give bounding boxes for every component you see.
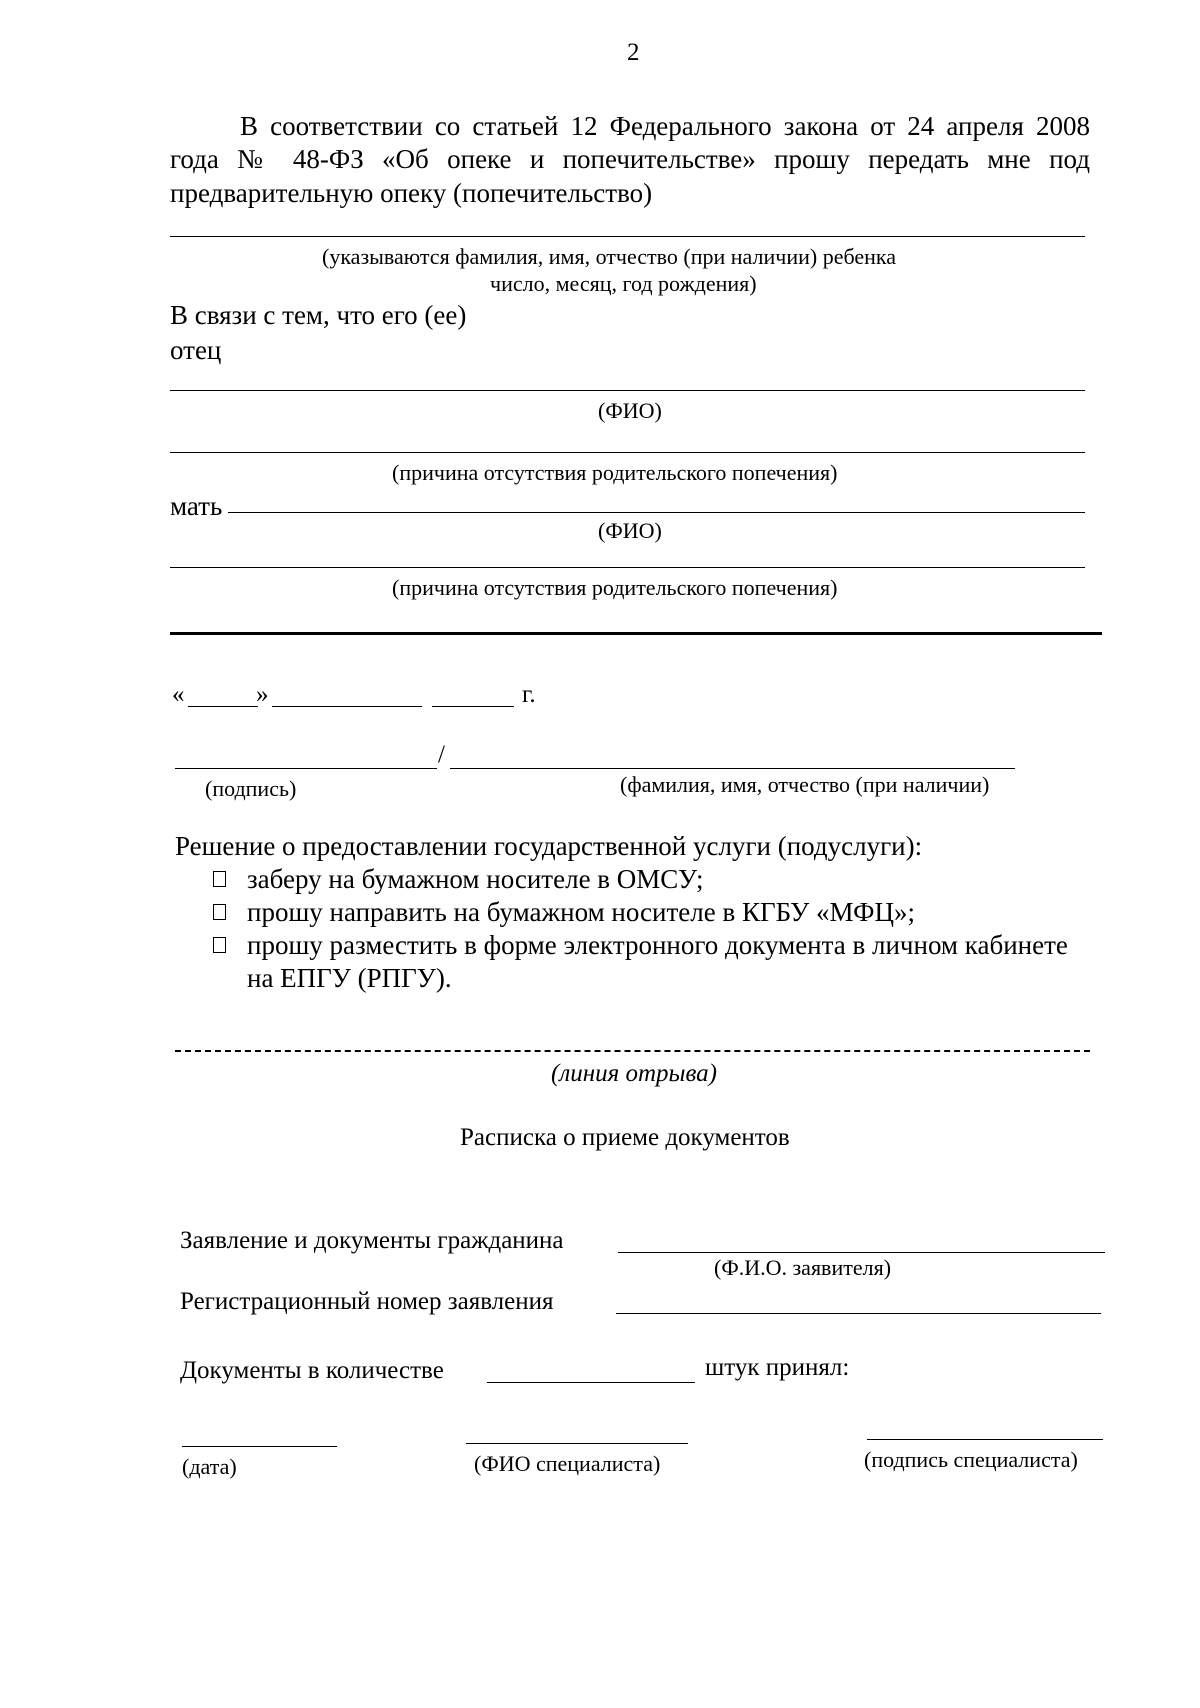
applicant-caption: (Ф.И.О. заявителя) xyxy=(714,1255,892,1280)
mother-label: мать xyxy=(170,491,223,521)
mother-fio-caption: (ФИО) xyxy=(598,518,662,543)
decision-title: Решение о предоставлении государственной услуги (подуслуги): xyxy=(175,831,923,861)
regnum-field[interactable] xyxy=(616,1313,1101,1314)
date-month-field[interactable] xyxy=(272,706,422,707)
regnum-label: Регистрационный номер заявления xyxy=(180,1288,554,1315)
date-year-field[interactable] xyxy=(432,706,514,707)
count-label: Документы в количестве xyxy=(180,1357,444,1384)
father-name-field[interactable] xyxy=(170,390,1085,391)
date-day-field[interactable] xyxy=(188,706,258,707)
specialist-signature-field[interactable] xyxy=(867,1439,1103,1440)
option-paper-mfc-label: прошу направить на бумажном носителе в КГБУ «МФЦ»; xyxy=(247,897,915,927)
tear-line-caption: (линия отрыва) xyxy=(551,1060,717,1087)
section-divider xyxy=(170,632,1102,635)
father-fio-caption: (ФИО) xyxy=(598,398,662,423)
signer-name-caption: (фамилия, имя, отчество (при наличии) xyxy=(620,772,990,797)
option-paper-omsu-label: заберу на бумажном носителе в ОМСУ; xyxy=(247,864,704,894)
option-paper-mfc-checkbox[interactable] xyxy=(213,904,226,920)
signature-separator: / xyxy=(438,741,445,768)
date-open-quote: « xyxy=(172,681,185,708)
option-electronic-checkbox[interactable] xyxy=(213,937,226,953)
intro-line-3: предварительную опеку (попечительство) xyxy=(170,178,653,208)
mother-absence-caption: (причина отсутствия родительского попечения) xyxy=(392,575,838,600)
date-close-quote: » xyxy=(256,681,269,708)
father-absence-caption: (причина отсутствия родительского попечения) xyxy=(392,460,838,485)
count-field[interactable] xyxy=(487,1382,695,1383)
intro-line-2: года № 48-ФЗ «Об опеке и попечительстве» прошу передать мне под xyxy=(170,144,1090,174)
signer-name-field[interactable] xyxy=(450,768,1015,769)
option-electronic-label-continuation: на ЕПГУ (РПГУ). xyxy=(247,963,452,993)
child-name-field[interactable] xyxy=(170,236,1085,237)
father-label: отец xyxy=(170,335,222,365)
date-year-suffix: г. xyxy=(522,681,536,708)
specialist-name-field[interactable] xyxy=(466,1443,688,1444)
father-absence-field[interactable] xyxy=(170,452,1085,453)
page-number: 2 xyxy=(627,39,640,66)
option-paper-omsu-checkbox[interactable] xyxy=(213,871,226,887)
signature-field[interactable] xyxy=(175,768,437,769)
intro-line-1: В соответствии со статьей 12 Федерального закона от 24 апреля 2008 xyxy=(240,111,1090,141)
option-electronic-label: прошу разместить в форме электронного документа в личном кабинете xyxy=(247,930,1068,960)
signature-caption: (подпись) xyxy=(205,776,297,801)
child-caption-line-1: (указываются фамилия, имя, отчество (при наличии) ребенка xyxy=(322,244,897,269)
applicant-label: Заявление и документы гражданина xyxy=(180,1227,564,1254)
tear-line xyxy=(175,1050,1090,1052)
count-suffix: штук принял: xyxy=(705,1354,850,1381)
specialist-caption: (ФИО специалиста) xyxy=(474,1451,661,1476)
child-caption-line-2: число, месяц, год рождения) xyxy=(490,271,757,296)
receipt-date-caption: (дата) xyxy=(182,1454,237,1479)
receipt-date-field[interactable] xyxy=(182,1446,337,1447)
mother-name-field[interactable] xyxy=(228,512,1085,513)
mother-absence-field[interactable] xyxy=(170,567,1085,568)
receipt-title: Расписка о приеме документов xyxy=(460,1124,790,1151)
applicant-name-field[interactable] xyxy=(618,1252,1105,1253)
specialist-signature-caption: (подпись специалиста) xyxy=(864,1447,1078,1472)
reason-intro: В связи с тем, что его (ее) xyxy=(170,300,467,330)
